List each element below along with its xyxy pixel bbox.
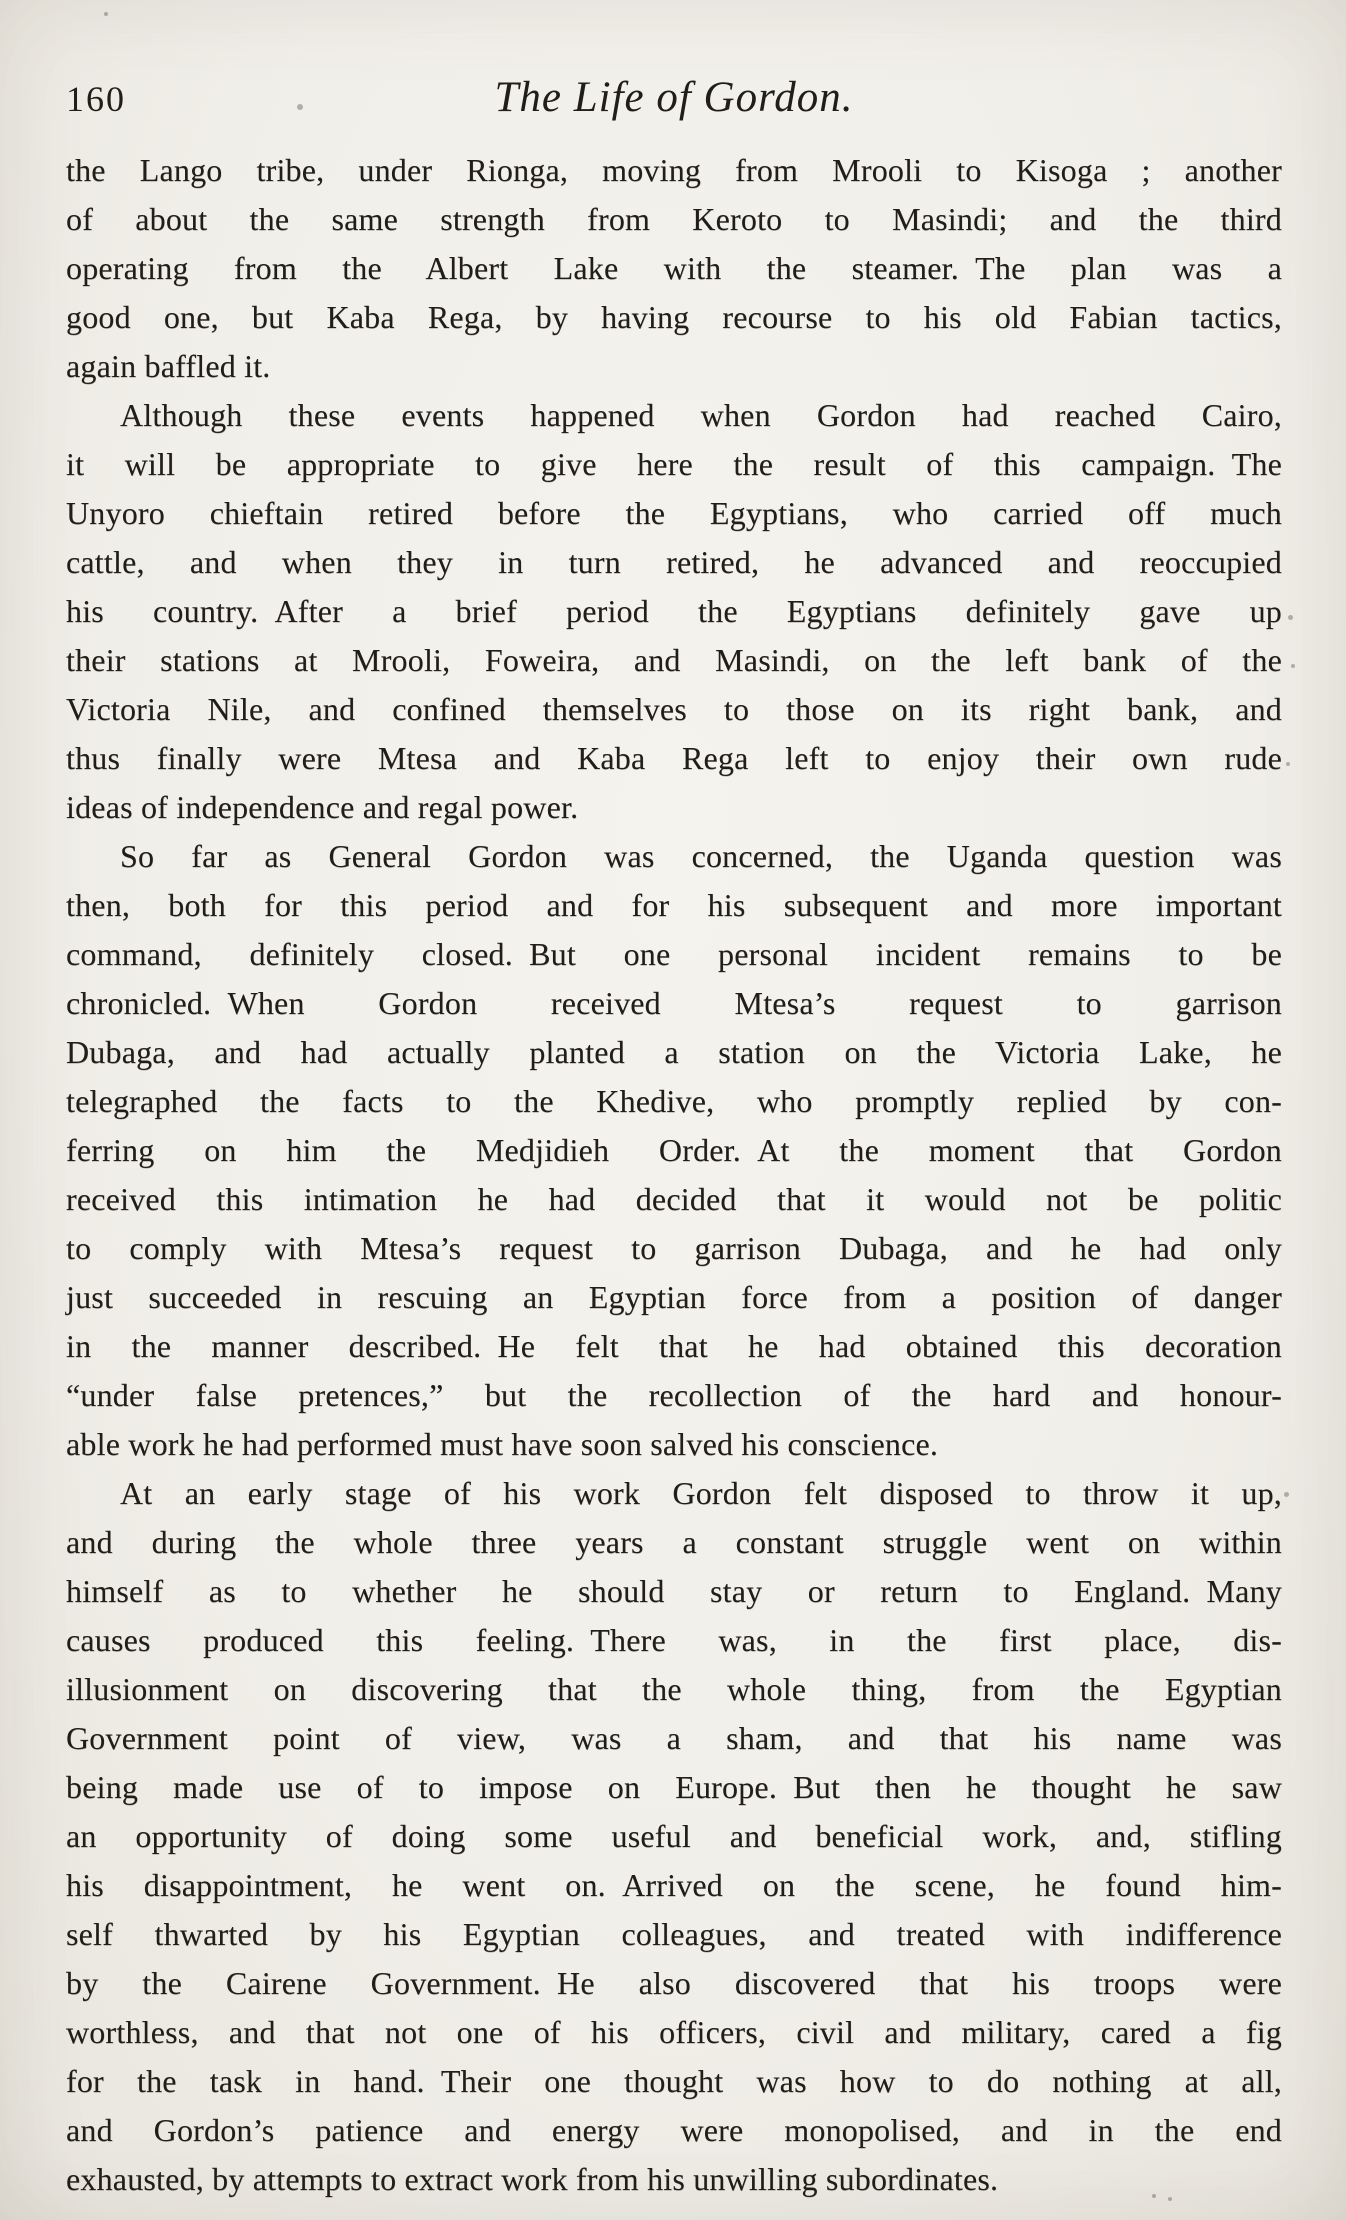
text-line: for the task in hand. Their one thought was how to do nothing at all, [66, 2063, 1282, 2099]
text-line: just succeeded in rescuing an Egyptian force from a position of danger [66, 1279, 1282, 1315]
text-line: himself as to whether he should stay or return to England. Many [66, 1573, 1282, 1609]
text-line: thus finally were Mtesa and Kaba Rega left to enjoy their own rude [66, 740, 1282, 776]
text-body [66, 146, 1282, 2204]
text-line: Although these events happened when Gordon had reached Cairo, [120, 397, 1282, 433]
text-line: the Lango tribe, under Rionga, moving from Mrooli to Kisoga ; another [66, 152, 1282, 188]
text-line: and during the whole three years a constant struggle went on within [66, 1524, 1282, 1560]
text-line: command, definitely closed. But one personal incident remains to be [66, 936, 1282, 972]
text-line: his country. After a brief period the Egyptians definitely gave up [66, 593, 1282, 629]
paragraph [66, 832, 1282, 1469]
text-line: operating from the Albert Lake with the steamer. The plan was a [66, 250, 1282, 286]
text-line: being made use of to impose on Europe. But then he thought he saw [66, 1769, 1282, 1805]
text-line: At an early stage of his work Gordon felt disposed to throw it up, [120, 1475, 1282, 1511]
text-line: then, both for this period and for his subsequent and more important [66, 887, 1282, 923]
page-number: 160 [66, 79, 126, 119]
text-line: good one, but Kaba Rega, by having recourse to his old Fabian tactics, [66, 299, 1282, 335]
text-line: Victoria Nile, and confined themselves to those on its right bank, and [66, 691, 1282, 727]
text-line: cattle, and when they in turn retired, he advanced and reoccupied [66, 544, 1282, 580]
text-line: of about the same strength from Keroto to Masindi; and the third [66, 201, 1282, 237]
text-line: ideas of independence and regal power. [66, 789, 579, 825]
text-line: ferring on him the Medjidieh Order. At the moment that Gordon [66, 1132, 1282, 1168]
text-line: received this intimation he had decided that it would not be politic [66, 1181, 1282, 1217]
text-line: causes produced this feeling. There was, in the first place, dis- [66, 1622, 1282, 1658]
paragraph [66, 1469, 1282, 2204]
running-title: The Life of Gordon. [494, 74, 854, 121]
scan-speck [1288, 615, 1293, 620]
scan-speck [1291, 664, 1295, 668]
text-line: able work he had performed must have soon salved his conscience. [66, 1426, 939, 1462]
text-line: “under false pretences,” but the recollection of the hard and honour- [66, 1377, 1282, 1413]
text-line: an opportunity of doing some useful and beneficial work, and, stifling [66, 1818, 1282, 1854]
text-line: worthless, and that not one of his officers, civil and military, cared a fig [66, 2014, 1282, 2050]
scan-speck [1284, 1492, 1289, 1497]
text-line: Dubaga, and had actually planted a station on the Victoria Lake, he [66, 1034, 1282, 1070]
text-line: in the manner described. He felt that he had obtained this decoration [66, 1328, 1282, 1364]
text-line: his disappointment, he went on. Arrived on the scene, he found him- [66, 1867, 1282, 1903]
scan-speck [104, 12, 108, 16]
text-line: self thwarted by his Egyptian colleagues, and treated with indifference [66, 1916, 1282, 1952]
paragraph [66, 146, 1282, 391]
text-line: their stations at Mrooli, Foweira, and Masindi, on the left bank of the [66, 642, 1282, 678]
text-line: exhausted, by attempts to extract work from his unwilling subordinates. [66, 2161, 999, 2197]
text-line: by the Cairene Government. He also discovered that his troops were [66, 1965, 1282, 2001]
text-line: telegraphed the facts to the Khedive, who promptly replied by con- [66, 1083, 1282, 1119]
text-line: to comply with Mtesa’s request to garrison Dubaga, and he had only [66, 1230, 1282, 1266]
text-line: Government point of view, was a sham, and that his name was [66, 1720, 1282, 1756]
text-line: illusionment on discovering that the whole thing, from the Egyptian [66, 1671, 1282, 1707]
text-line: it will be appropriate to give here the result of this campaign. The [66, 446, 1282, 482]
text-line: Unyoro chieftain retired before the Egyptians, who carried off much [66, 495, 1282, 531]
text-line: chronicled. When Gordon received Mtesa’s request to garrison [66, 985, 1282, 1021]
running-head [66, 68, 1282, 132]
paragraph [66, 391, 1282, 832]
text-line: and Gordon’s patience and energy were monopolised, and in the end [66, 2112, 1282, 2148]
scan-speck [1286, 762, 1290, 766]
text-line: again baffled it. [66, 348, 271, 384]
text-line: So far as General Gordon was concerned, the Uganda question was [120, 838, 1282, 874]
